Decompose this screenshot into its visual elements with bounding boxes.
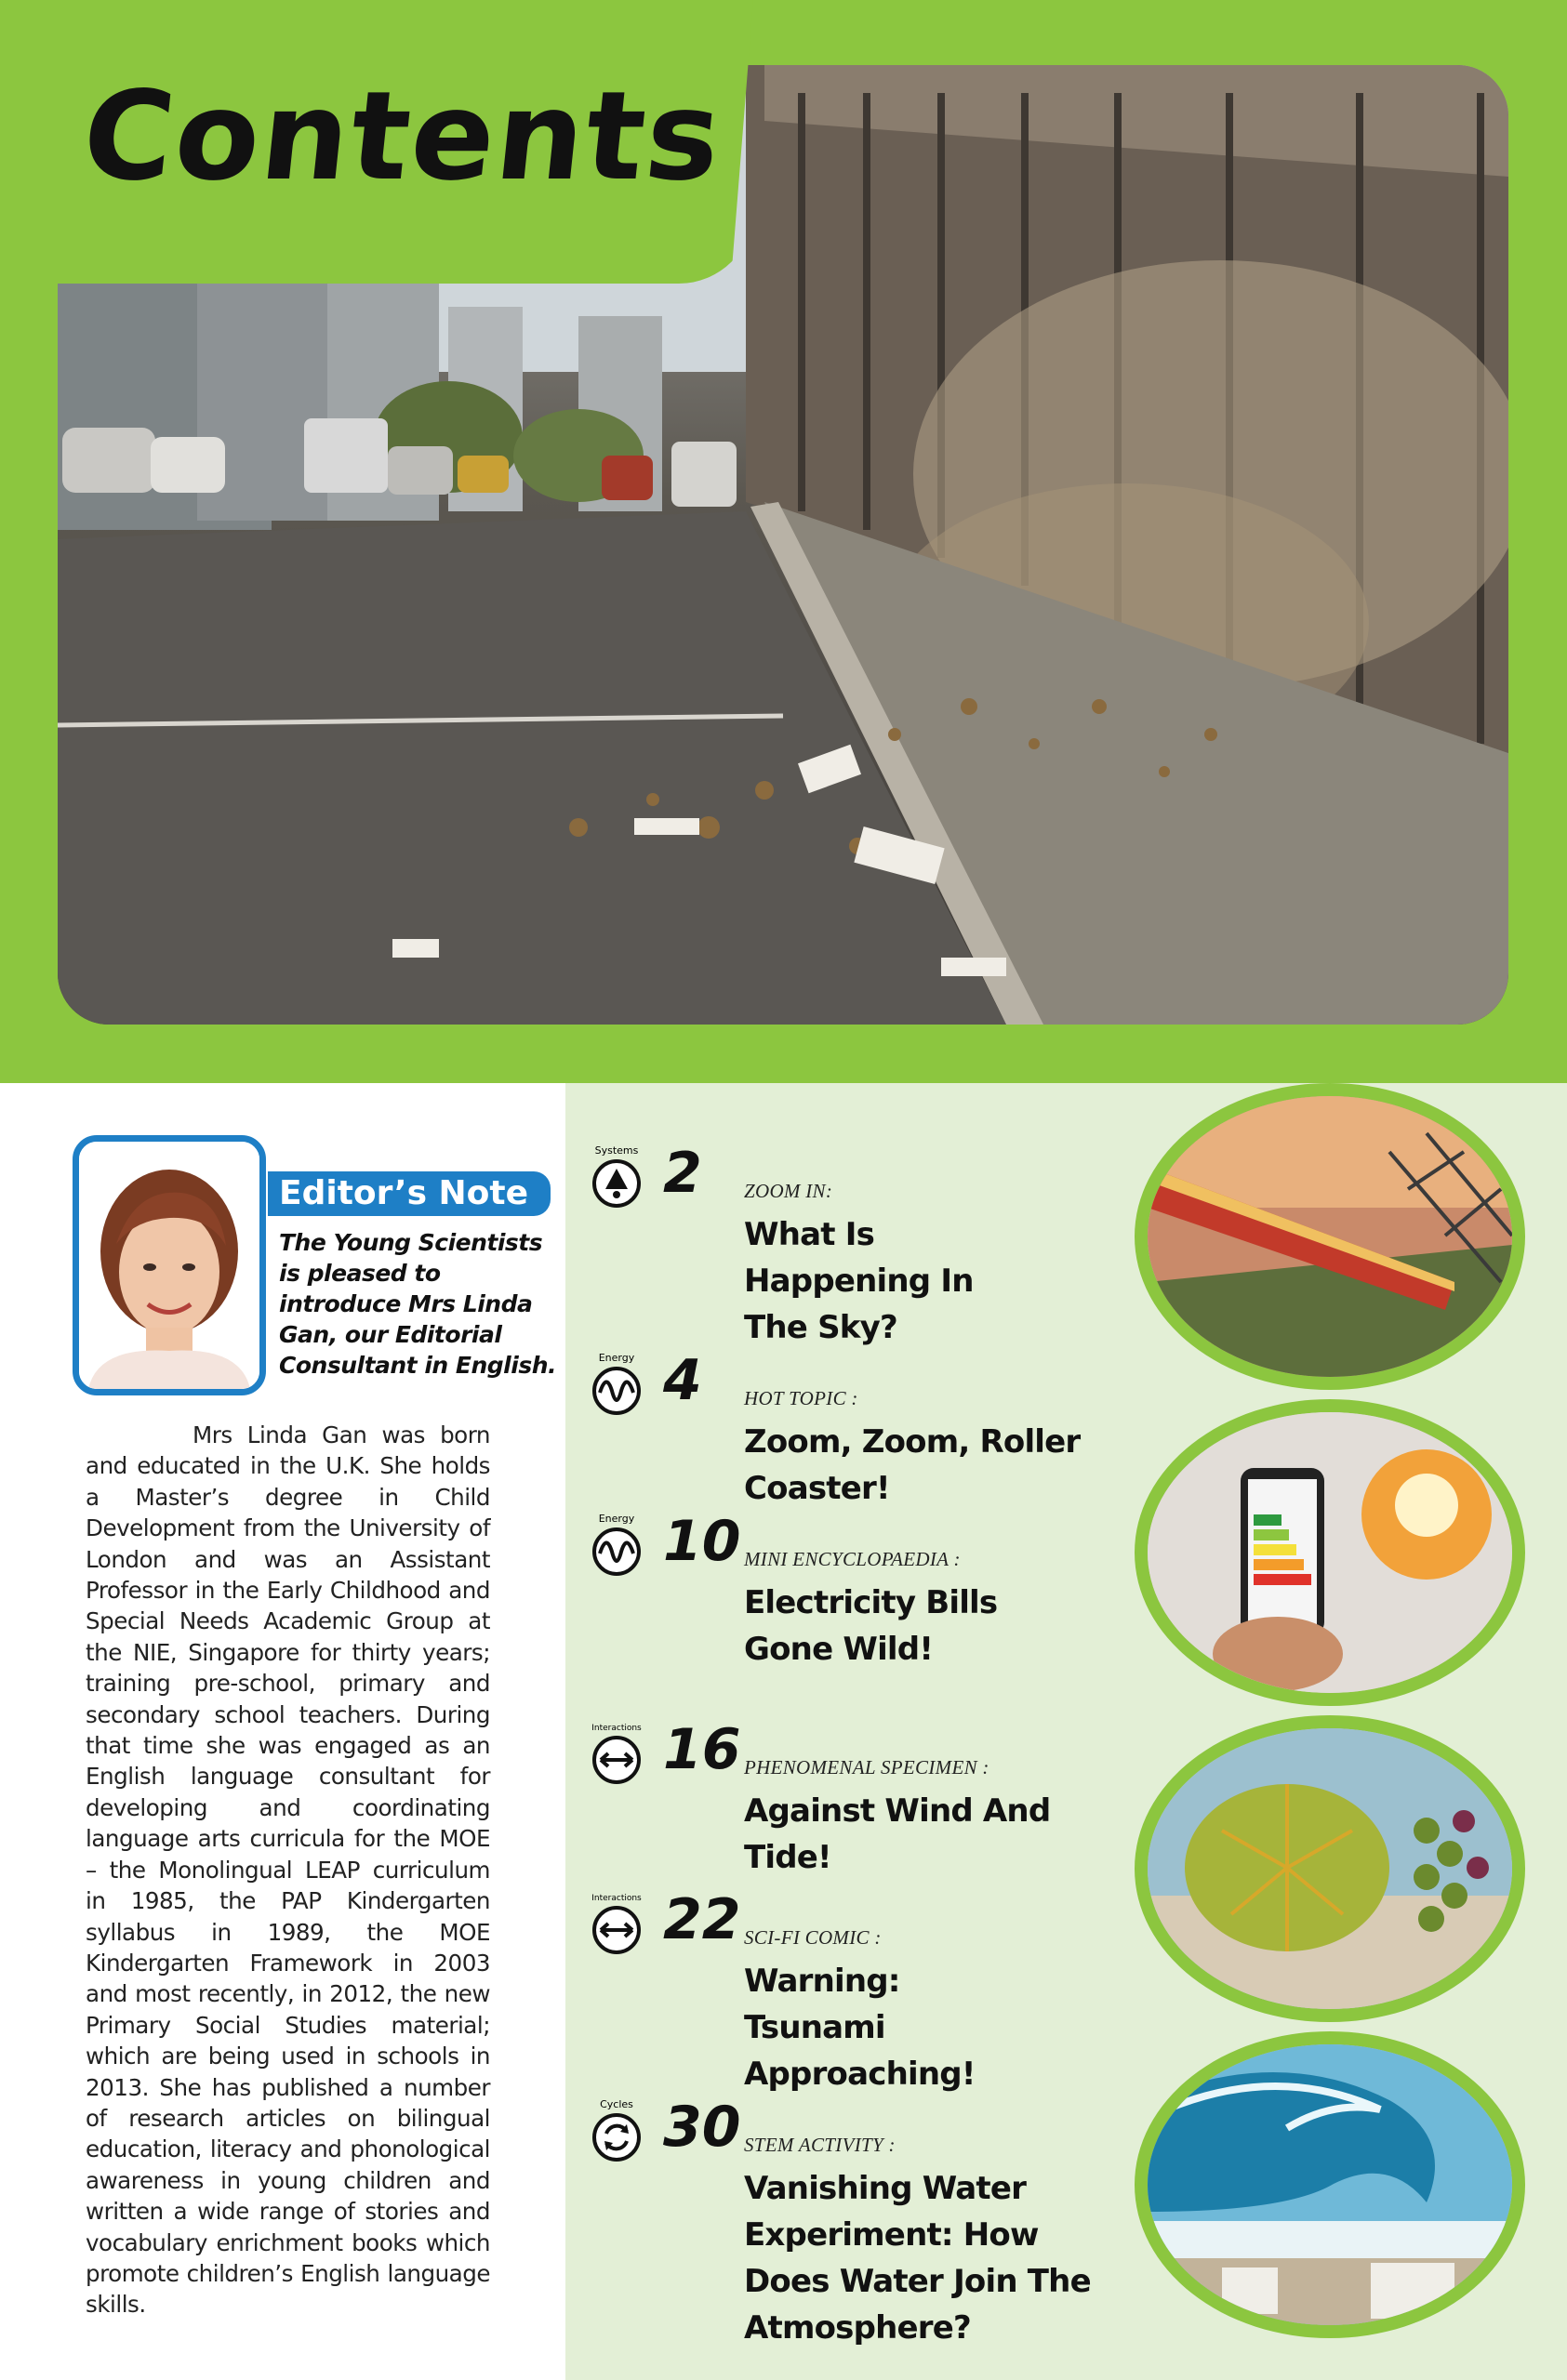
page-number: 4 xyxy=(663,1348,702,1413)
roller-coaster-illustration xyxy=(1148,1096,1512,1377)
page-number: 10 xyxy=(663,1509,741,1574)
editor-portrait-illustration xyxy=(79,1142,259,1389)
article-title: Vanishing Water Experiment: How Does Water Join The Atmosphere? xyxy=(744,2170,1091,2347)
icon-label: Interactions xyxy=(591,1894,642,1903)
interactions-icon xyxy=(586,1719,647,1786)
article-title: Warning: Tsunami Approaching! xyxy=(744,1963,976,2093)
article-title: Against Wind And Tide! xyxy=(744,1792,1051,1876)
energy-label-phone-photo xyxy=(1135,1399,1525,1706)
energy-icon xyxy=(586,1350,647,1417)
editor-portrait xyxy=(73,1135,266,1395)
section-label: HOT TOPIC : xyxy=(744,1387,858,1409)
interactions-icon xyxy=(586,1889,647,1956)
header-band xyxy=(0,0,1567,1083)
icon-label: Energy xyxy=(598,1352,635,1364)
page-number: 16 xyxy=(663,1717,741,1782)
page-title: Contents xyxy=(75,65,729,208)
page-number: 22 xyxy=(663,1887,741,1952)
section-label: PHENOMENAL SPECIMEN : xyxy=(744,1756,989,1778)
section-label: MINI ENCYCLOPAEDIA : xyxy=(744,1548,961,1570)
section-label: ZOOM IN: xyxy=(744,1180,833,1202)
energy-icon xyxy=(586,1511,647,1578)
article-title: What Is Happening In The Sky? xyxy=(744,1216,974,1346)
article-title: Zoom, Zoom, Roller Coaster! xyxy=(744,1423,1081,1507)
icon-label: Energy xyxy=(598,1513,635,1525)
editor-intro-text: The Young Scientists is pleased to introduce Mrs Linda Gan, our Editorial Consultant in English. xyxy=(279,1229,556,1379)
sea-grape-illustration xyxy=(1148,1728,1512,2009)
editor-note-panel xyxy=(0,1083,565,2380)
icon-label: Interactions xyxy=(591,1724,642,1733)
tsunami-illustration xyxy=(1148,2044,1512,2325)
icon-label: Cycles xyxy=(600,2098,633,2110)
editor-note-badge: Editor’s Note xyxy=(268,1171,551,1216)
section-label: SCI-FI COMIC : xyxy=(744,1926,882,1949)
contents-panel xyxy=(565,1083,1567,2380)
roller-coaster-photo xyxy=(1135,1083,1525,1390)
article-title: Electricity Bills Gone Wild! xyxy=(744,1584,998,1668)
sea-grape-plant-photo xyxy=(1135,1715,1525,2022)
section-label: STEM ACTIVITY : xyxy=(744,2134,896,2156)
page-number: 2 xyxy=(663,1141,702,1206)
editor-bio-text: Mrs Linda Gan was born and educated in the U.K. She holds a Master’s degree in Child Development from the University of London and was an Assistant Professor in the Early Childhood and Special Needs Academic Group at the NIE, Singapore for thirty years; training pre-school, primary and secondary school teachers. During that time she was engaged as an English language consultant for developing and coordinating language arts curricula for the MOE – the Monolingual LEAP curriculum in 1985, the PAP Kindergarten syllabus in 1989, the MOE Kindergarten Framework in 2003 and most recently, in 2012, the new Primary Social Studies material; which are being used in schools in 2013. She has published a number of research articles on bilingual education, literacy and phonological awareness in young children and written a wide range of stories and vocabulary enrichment books which promote children’s English language skills. xyxy=(86,1421,490,2319)
page-number: 30 xyxy=(663,2095,741,2160)
cycles-icon xyxy=(586,2096,647,2163)
icon-label: Systems xyxy=(594,1144,639,1157)
tsunami-wave-photo xyxy=(1135,2031,1525,2338)
systems-icon xyxy=(586,1143,647,1210)
phone-energy-illustration xyxy=(1148,1412,1512,1693)
